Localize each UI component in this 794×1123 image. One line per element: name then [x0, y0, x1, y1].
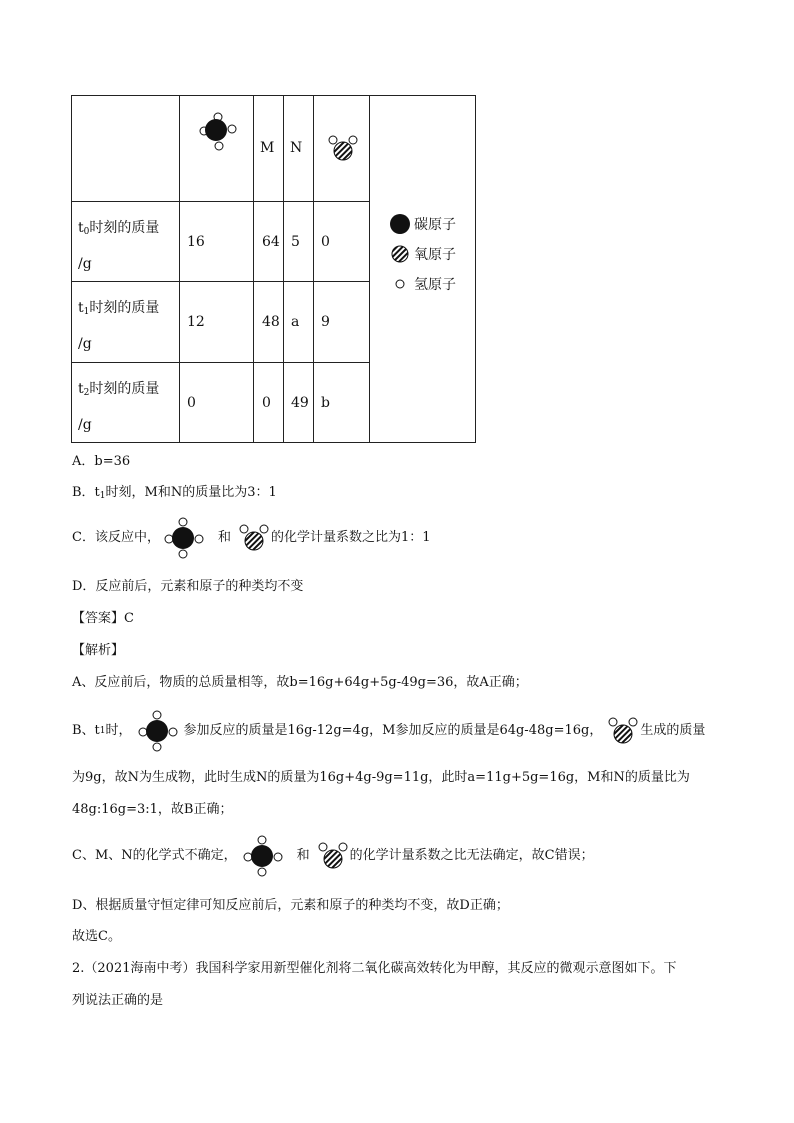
table-cell: 64 [262, 234, 280, 250]
table-divider [283, 95, 284, 443]
methane-molecule-icon [197, 110, 239, 152]
table-divider [71, 362, 370, 363]
option-a: A．b=36 [72, 454, 131, 469]
analysis-c: C、M、N的化学式不确定， 和 的化学计量系数之比无法确定，故C错误； [72, 836, 594, 876]
table-divider [369, 95, 370, 443]
option-b: B．$t_1$时刻，M和N的质量比为3：1 [72, 485, 277, 501]
analysis-d: D、根据质量守恒定律可知反应前后，元素和原子的种类均不变，故D正确； [72, 898, 509, 913]
next-question-line2: 列说法正确的是 [72, 993, 164, 1008]
carbon-atom-icon [388, 213, 414, 235]
table-divider [313, 95, 314, 443]
row-label-t1: $t_1$时刻的质量 /g [78, 300, 160, 352]
row-label-t2: $t_2$时刻的质量 /g [78, 381, 160, 433]
table-cell: 5 [291, 234, 300, 250]
option-d: D．反应前后，元素和原子的种类均不变 [72, 579, 304, 594]
conclusion: 故选C。 [72, 929, 121, 944]
water-molecule-icon [328, 134, 358, 164]
row-label-t0: $t_0$时刻的质量 /g [78, 220, 160, 272]
table-cell: 48 [262, 314, 280, 330]
table-cell: 49 [291, 395, 309, 411]
column-header-n: N [290, 140, 303, 156]
legend-carbon: 碳原子 [414, 217, 456, 233]
oxygen-atom-icon [388, 243, 414, 265]
analysis-title: 【解析】 [72, 643, 125, 658]
table-divider [179, 95, 180, 443]
table-divider [71, 201, 370, 202]
table-cell: b [321, 395, 330, 411]
hydrogen-atom-icon [388, 273, 414, 295]
water-molecule-icon [608, 716, 638, 746]
table-cell: 0 [187, 395, 196, 411]
methane-molecule-icon [138, 710, 180, 752]
analysis-b: B、t 1 时， 参加反应的质量是16g-12g=4g，M参加反应的质量是64g-48g=16g， 生成的质量 [72, 710, 705, 752]
column-header-m: M [260, 140, 275, 156]
legend-hydrogen: 氢原子 [414, 277, 456, 293]
option-c: C．该反应中， 和 的化学计量系数之比为1：1 [72, 516, 431, 560]
table-cell: 16 [187, 234, 205, 250]
methane-molecule-icon [164, 517, 206, 559]
table-divider [71, 281, 370, 282]
table-cell: a [291, 314, 300, 330]
table-cell: 0 [262, 395, 271, 411]
table-divider [253, 95, 254, 443]
legend-oxygen: 氧原子 [414, 247, 456, 263]
table-cell: 9 [321, 314, 330, 330]
next-question-line1: 2.（2021海南中考）我国科学家用新型催化剂将二氧化碳高效转化为甲醇，其反应的微观示意图如下。下 [72, 961, 677, 976]
analysis-b-line3: 48g:16g=3:1，故B正确； [72, 802, 233, 817]
answer: 【答案】C [72, 611, 134, 626]
water-molecule-icon [239, 523, 269, 553]
table-cell: 12 [187, 314, 205, 330]
water-molecule-icon [318, 841, 348, 871]
methane-molecule-icon [243, 835, 285, 877]
analysis-a: A、反应前后，物质的总质量相等，故b=16g+64g+5g-49g=36，故A正确； [72, 675, 528, 690]
analysis-b-line2: 为9g，故N为生成物，此时生成N的质量为16g+4g-9g=11g，此时a=11g+5g=16g，M和N的质量比为 [72, 770, 690, 785]
legend [388, 213, 456, 295]
table-cell: 0 [321, 234, 330, 250]
